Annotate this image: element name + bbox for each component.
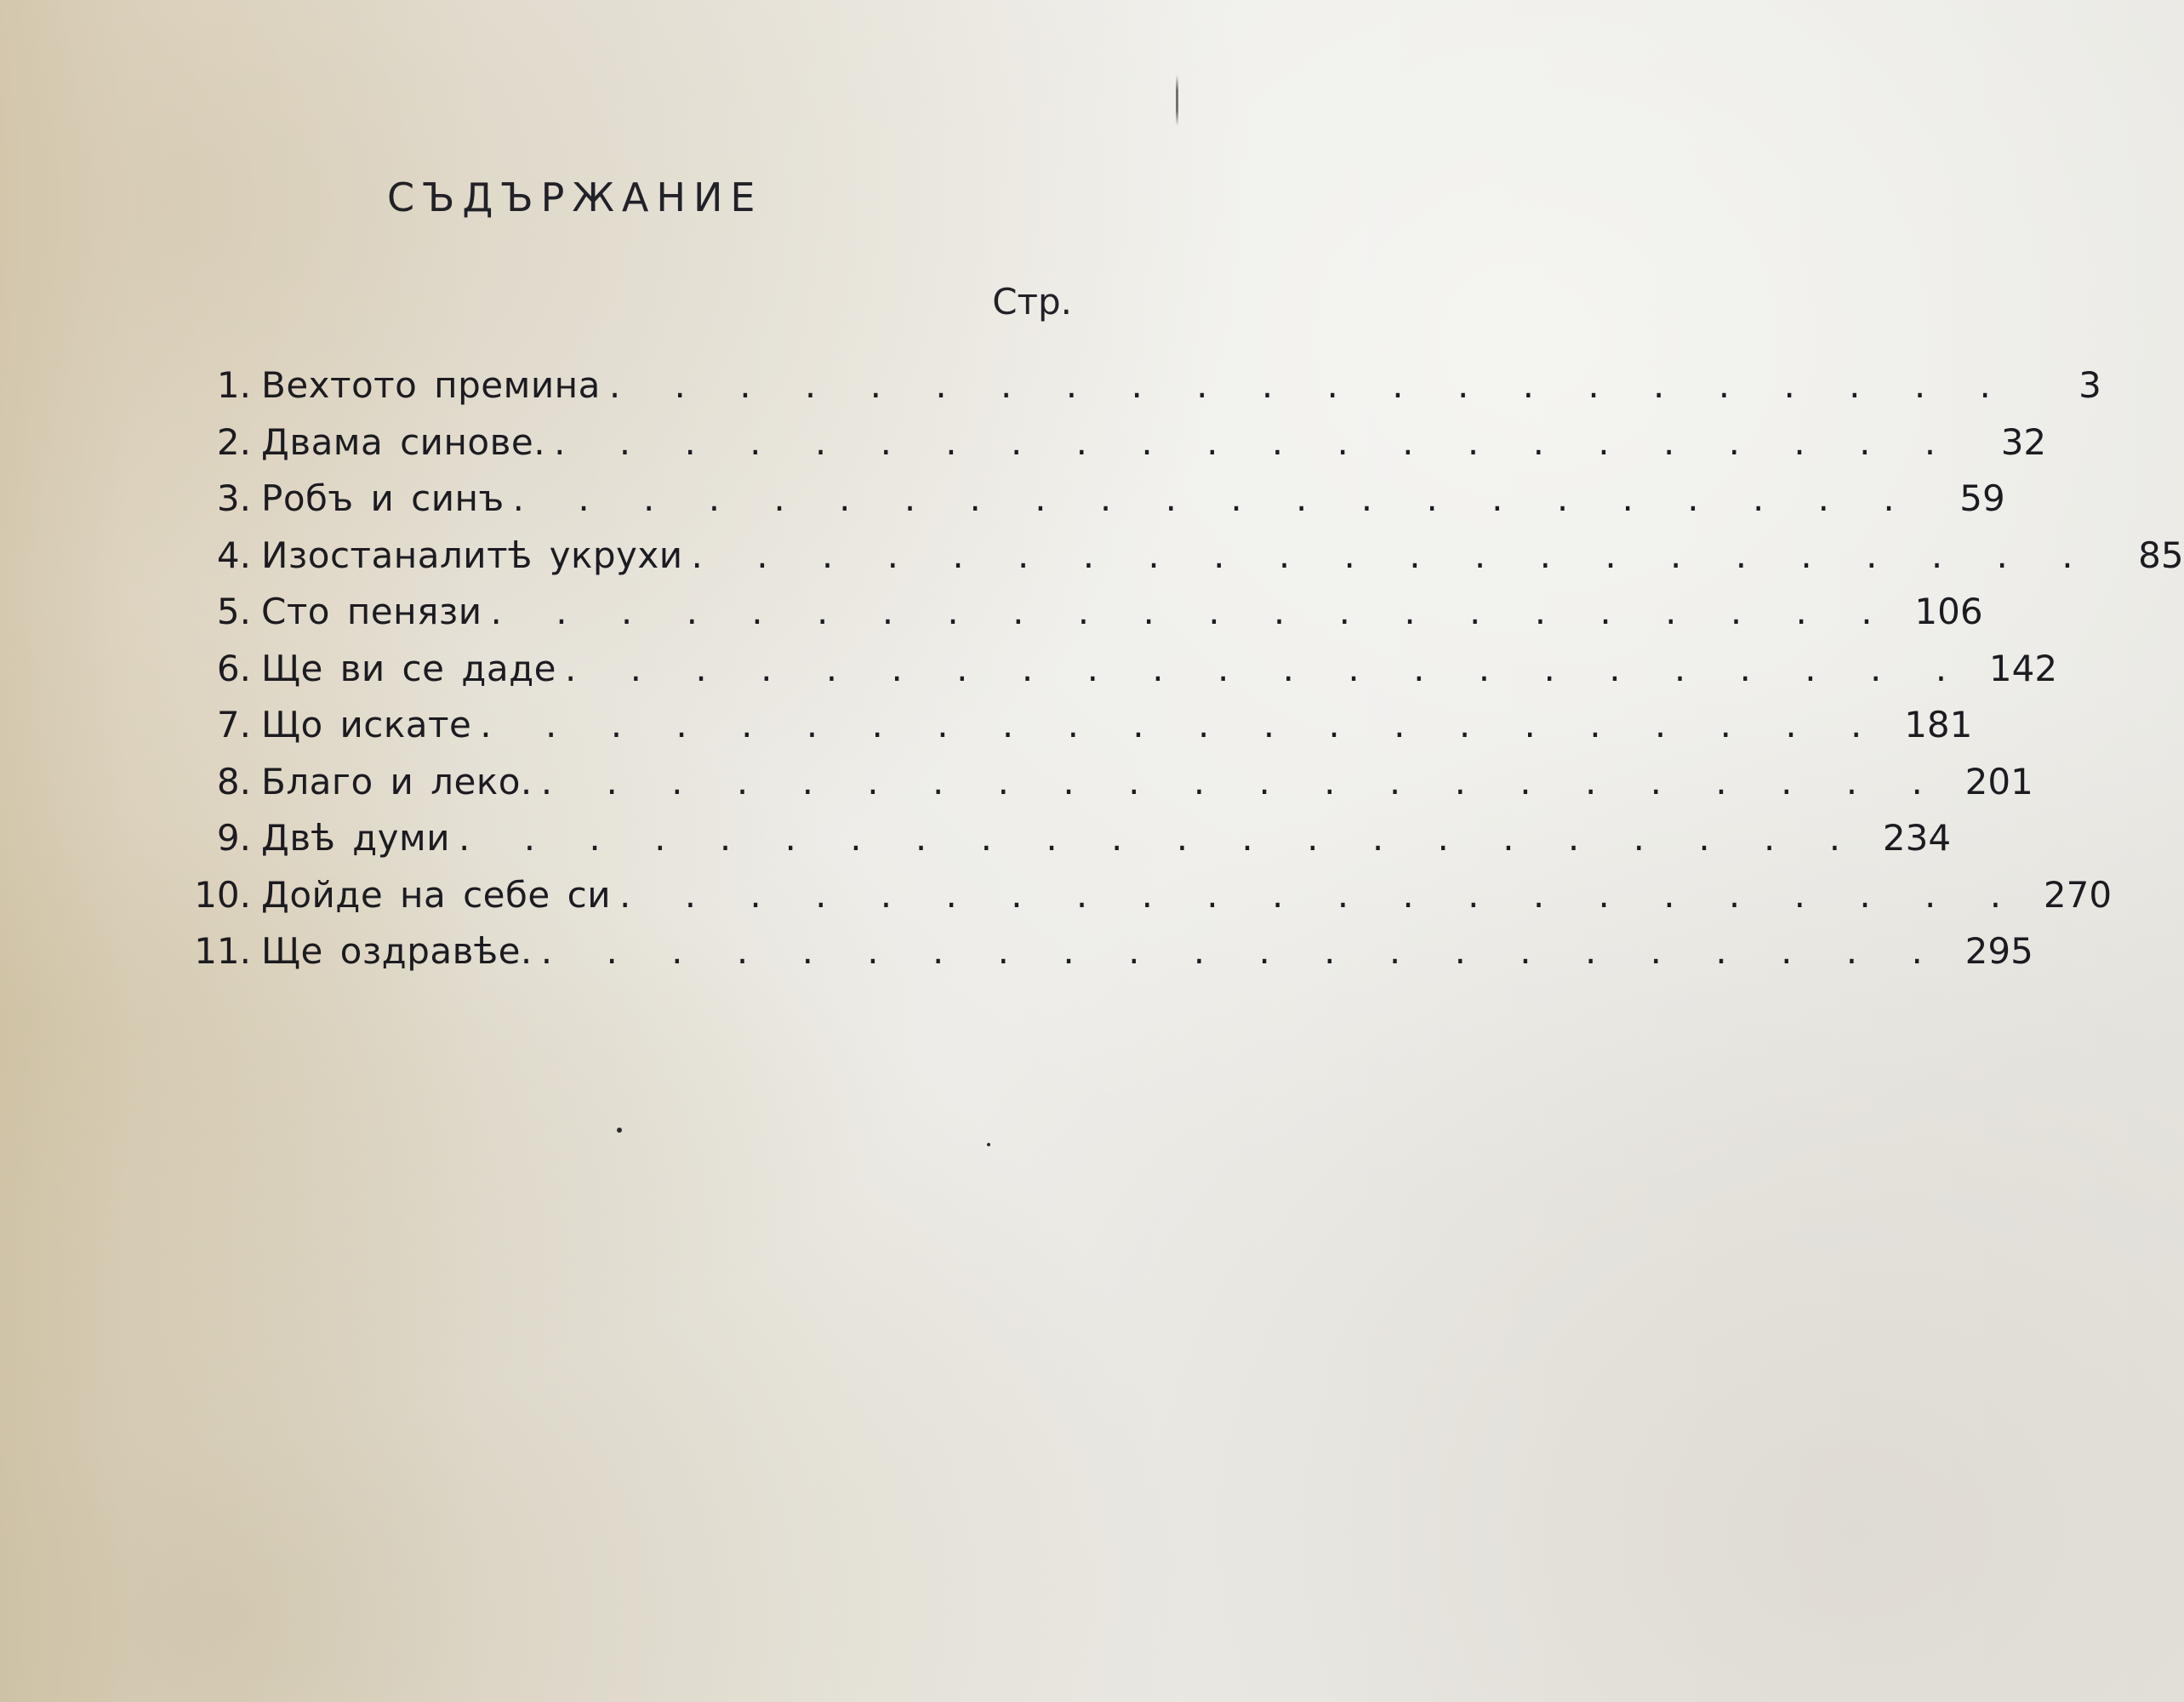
dot-leader: . . . . . . . . . . . . . . . . . . . . . .	[540, 760, 1944, 802]
entry-page: 106	[1914, 591, 1983, 632]
ink-speck	[987, 1143, 990, 1146]
dot-leader: . . . . . . . . . . . . . . . . . . . . . .	[490, 591, 1894, 632]
entry-page: 234	[1882, 817, 1952, 859]
entry-number: 10.	[194, 873, 251, 916]
dot-leader: . . . . . . . . . . . . . . . . . . . . . .	[459, 817, 1862, 859]
entry-page: 181	[1904, 704, 1973, 745]
dot-leader: . . . . . . . . . . . . . . . . . . . . . .	[564, 647, 1969, 689]
contents-heading: СЪДЪРЖАНИЕ	[387, 174, 763, 220]
dot-leader: . . . . . . . . . . . . . . . . . . . . . .	[540, 930, 1944, 972]
toc-entry	[183, 477, 2005, 534]
entry-title: Изостаналитѣ укрухи	[261, 534, 683, 576]
entry-title: Сто пенязи	[261, 591, 482, 632]
entry-number: 3.	[216, 477, 251, 519]
entry-page: 270	[2043, 873, 2113, 916]
toc-entry	[183, 420, 2047, 478]
entry-number: 5.	[216, 591, 251, 632]
dot-leader: . . . . . . . . . . . . . . . . . . . . . .	[619, 873, 2023, 916]
toc-entry	[183, 364, 2101, 421]
entry-page: 3	[2079, 364, 2101, 406]
entry-page: 59	[1959, 477, 2005, 519]
entry-title: Робъ и синъ	[261, 477, 505, 519]
entry-title: Двѣ думи	[261, 817, 451, 859]
entry-title: Двама синове.	[261, 420, 546, 463]
dot-leader: . . . . . . . . . . . . . . . . . . . . . .	[512, 477, 1916, 519]
entry-number: 2.	[216, 420, 251, 463]
dot-leader: . . . . . . . . . . . . . . . . . . . . . .	[691, 534, 2095, 576]
toc-entry	[183, 704, 1973, 761]
entry-number: 6.	[216, 647, 251, 689]
table-of-contents	[183, 364, 2184, 987]
entry-number: 1.	[216, 364, 251, 406]
dot-leader: . . . . . . . . . . . . . . . . . . . . . .	[554, 420, 1958, 463]
entry-number: 11.	[194, 930, 251, 972]
toc-entry	[183, 591, 1983, 648]
toc-entry	[183, 760, 2033, 818]
entry-page: 201	[1964, 760, 2033, 802]
page-blemish	[1176, 75, 1178, 126]
entry-number: 7.	[216, 704, 251, 745]
ink-speck	[617, 1128, 622, 1133]
entry-page: 142	[1988, 647, 2058, 689]
toc-entry	[183, 873, 2113, 931]
dot-leader: . . . . . . . . . . . . . . . . . . . . . .	[608, 364, 2012, 406]
entry-page: 85	[2138, 534, 2184, 576]
dot-leader: . . . . . . . . . . . . . . . . . . . . . .	[480, 704, 1884, 745]
entry-number: 4.	[216, 534, 251, 576]
toc-entry	[183, 817, 1952, 874]
entry-page: 295	[1964, 930, 2033, 972]
entry-title: Вехтото премина	[261, 364, 601, 406]
toc-entry	[183, 534, 2184, 591]
entry-title: Благо и леко.	[261, 760, 533, 802]
entry-number: 8.	[216, 760, 251, 802]
entry-page: 32	[2000, 420, 2047, 463]
toc-entry	[183, 647, 2058, 705]
toc-entry	[183, 930, 2033, 987]
entry-title: Що искате	[261, 704, 472, 745]
entry-number: 9.	[216, 817, 251, 859]
page-column-label: Стр.	[992, 281, 1072, 323]
entry-title: Ще оздравѣе.	[261, 930, 533, 972]
entry-title: Дойде на себе си	[261, 873, 611, 916]
entry-title: Ще ви се даде	[261, 647, 556, 689]
